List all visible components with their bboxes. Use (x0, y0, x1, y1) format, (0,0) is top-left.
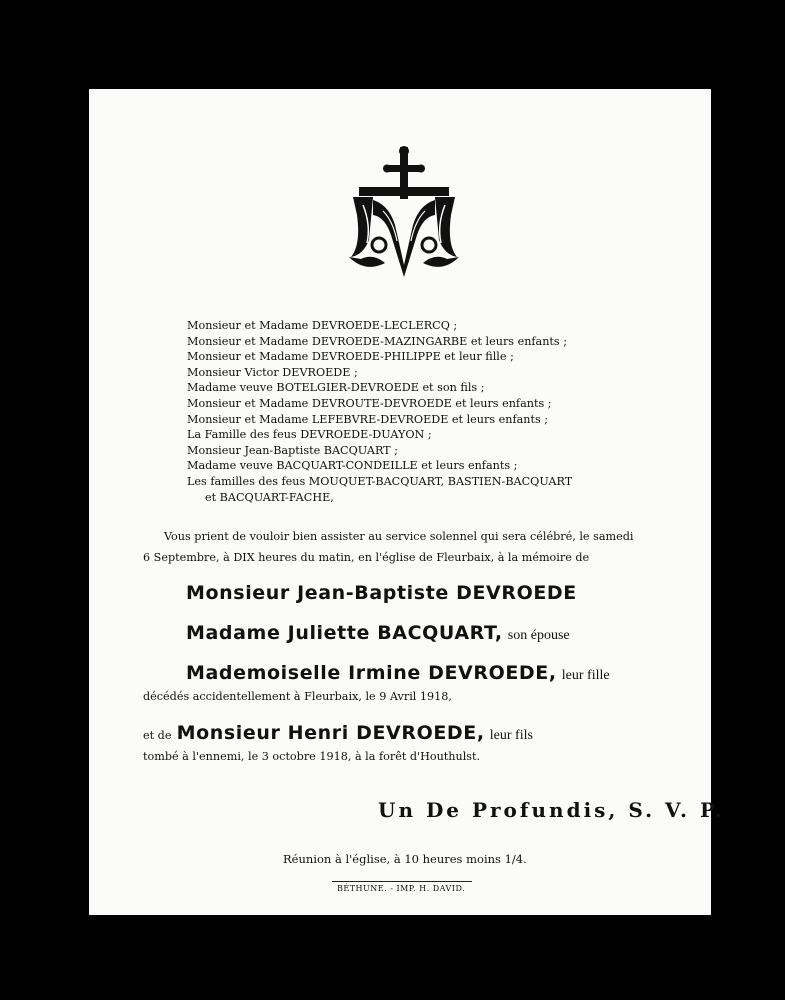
family-line: Madame veuve BOTELGIER-DEVROEDE et son fils ; (187, 381, 485, 395)
family-line: Les familles des feus MOUQUET-BACQUART, BASTIEN-BACQUART (187, 474, 573, 488)
deceased-name-1: Monsieur Jean-Baptiste DEVROEDE (186, 582, 577, 604)
family-line: Monsieur et Madame DEVROEDE-LECLERCQ ; (187, 319, 458, 332)
family-list (187, 318, 572, 505)
cross-emblem-icon (343, 145, 465, 280)
invitation-line-2: 6 Septembre, à DIX heures du matin, en l'église de Fleurbaix, à la mémoire de (143, 551, 590, 564)
deceased-name-4: Monsieur Henri DEVROEDE, (176, 722, 485, 744)
deceased-name-3: Mademoiselle Irmine DEVROEDE, (186, 662, 557, 684)
family-line: La Famille des feus DEVROEDE-DUAYON ; (187, 428, 432, 442)
relation-label: leur fils (489, 728, 533, 743)
relation-label: leur fille (561, 668, 610, 683)
divider (332, 881, 472, 882)
deceased-line-2 (186, 622, 570, 644)
invitation-line-1: Vous prient de vouloir bien assister au service solennel qui sera célébré, le samedi (164, 530, 634, 543)
deceased-name-2: Madame Juliette BACQUART, (186, 622, 503, 644)
family-line: Monsieur Victor DEVROEDE ; (187, 365, 358, 379)
death-date-1: décédés accidentellement à Fleurbaix, le 9 Avril 1918, (143, 690, 452, 703)
reunion-note: Réunion à l'église, à 10 heures moins 1/4. (283, 852, 527, 866)
family-line: Monsieur Jean-Baptiste BACQUART ; (187, 443, 398, 457)
prayer-request: Un De Profundis, S. V. P. (378, 798, 725, 822)
family-line: Monsieur et Madame DEVROUTE-DEVROEDE et leurs enfants ; (187, 396, 552, 410)
family-line: Monsieur et Madame LEFEBVRE-DEVROEDE et leurs enfants ; (187, 412, 549, 426)
family-line: Madame veuve BACQUART-CONDEILLE et leurs enfants ; (187, 459, 518, 473)
prefix-label: et de (143, 729, 172, 742)
deceased-line-4 (143, 722, 533, 744)
deceased-line-3 (186, 662, 610, 684)
printer-imprint: BÉTHUNE. - IMP. H. DAVID. (337, 884, 466, 893)
death-date-2: tombé à l'ennemi, le 3 octobre 1918, à la forêt d'Houthulst. (143, 750, 481, 763)
family-line: Monsieur et Madame DEVROEDE-MAZINGARBE et leurs enfants ; (187, 334, 567, 348)
family-line: et BACQUART-FACHE, (205, 490, 334, 504)
relation-label: son épouse (507, 628, 570, 643)
family-line: Monsieur et Madame DEVROEDE-PHILIPPE et leur fille ; (187, 350, 514, 364)
